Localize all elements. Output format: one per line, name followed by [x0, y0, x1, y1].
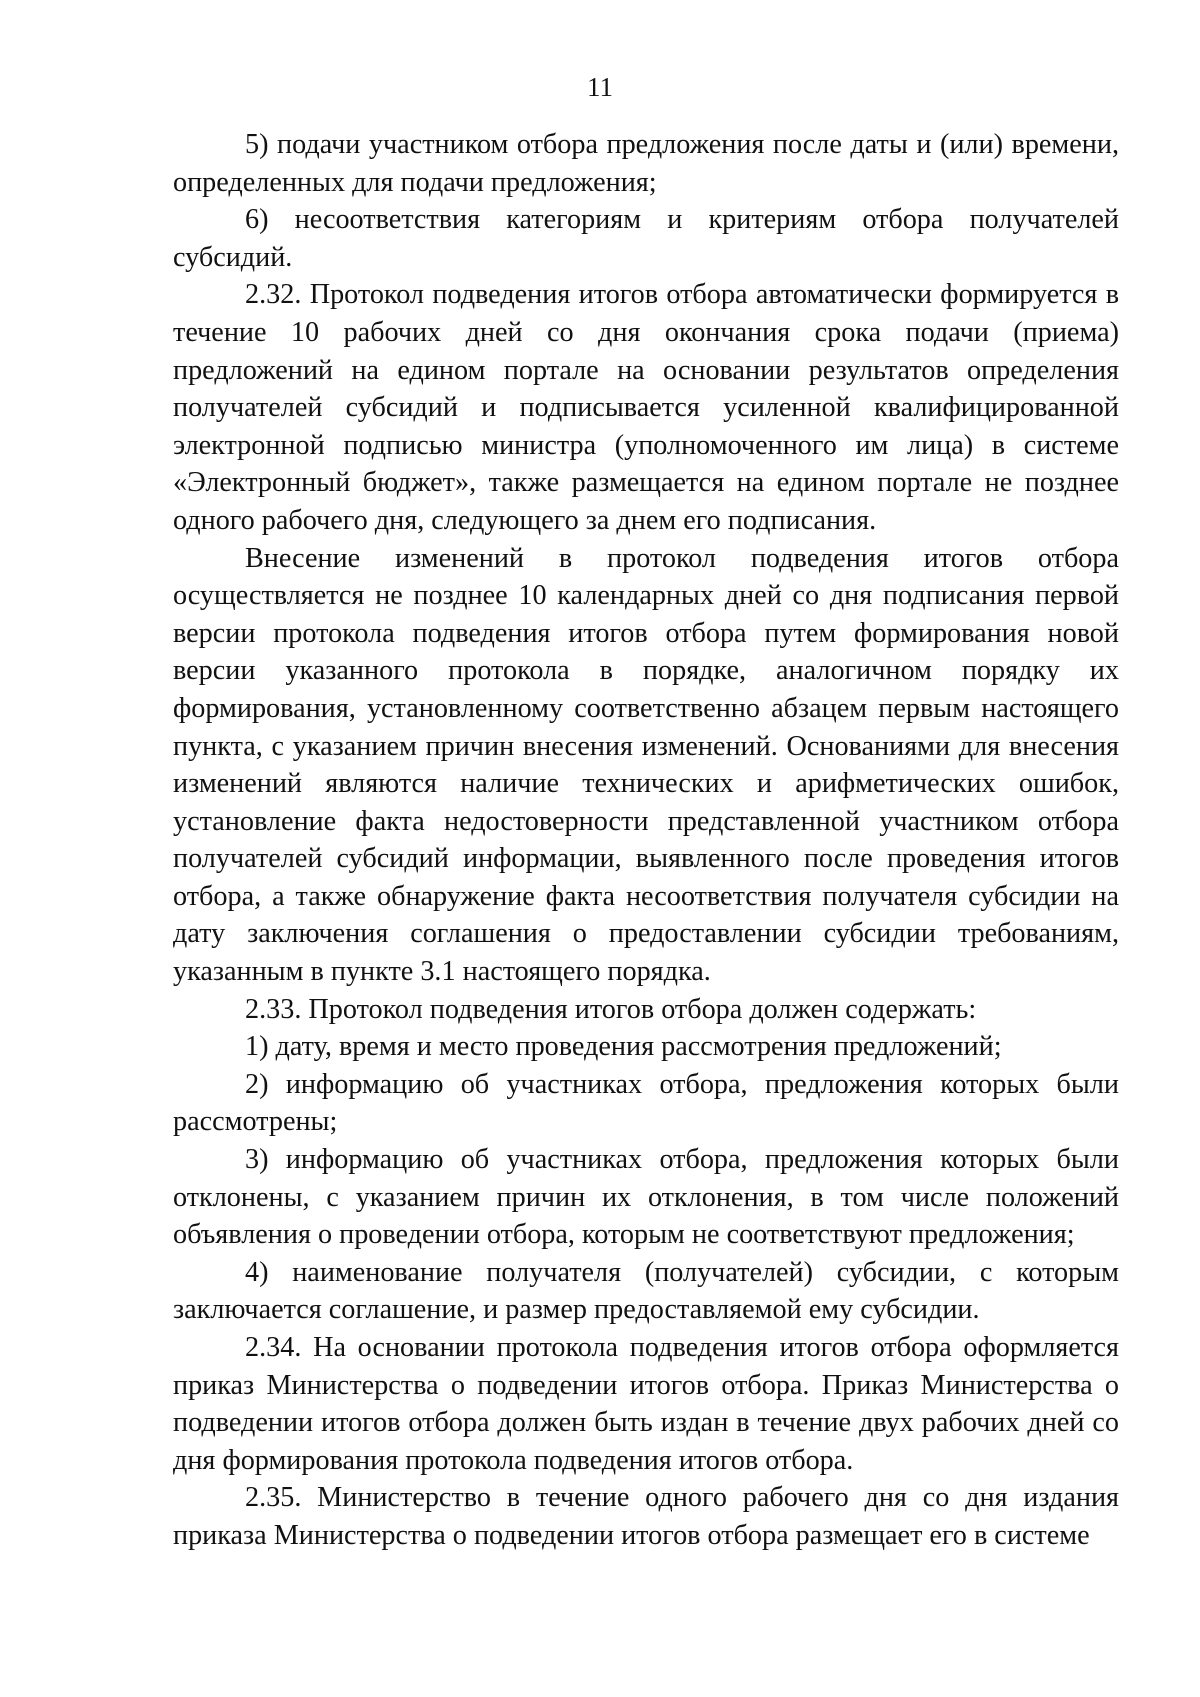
paragraph-2-32: 2.32. Протокол подведения итогов отбора автоматически формируется в течение 10 рабочих дней со дня окончания срока подачи (приема) предложений на едином портале на основании результатов определения получателей субсидий и подписывается усиленной квалифицированной электронной подписью министра (уполномоченного им лица) в системе «Электронный бюджет», также размещается на едином портале не позднее одного рабочего дня, следующего за днем его подписания. [173, 279, 1119, 536]
paragraph-2-33: 2.33. Протокол подведения итогов отбора должен содержать: [245, 993, 977, 1025]
page-number: 11 [587, 72, 613, 102]
paragraph-item-5: 5) подачи участником отбора предложения после даты и (или) времени, определенных для подачи предложения; [173, 129, 1119, 198]
paragraph-2-33-item-2: 2) информацию об участниках отбора, предложения которых были рассмотрены; [173, 1068, 1119, 1138]
paragraph-2-33-item-4: 4) наименование получателя (получателей) субсидии, с которым заключается соглашение, и размер предоставляемой ему субсидии. [173, 1256, 1119, 1326]
document-body [173, 126, 1119, 1555]
paragraph-2-35: 2.35. Министерство в течение одного рабочего дня со дня издания приказа Министерства о подведении итогов отбора размещает его в системе [173, 1482, 1119, 1551]
paragraph-2-33-item-1: 1) дату, время и место проведения рассмотрения предложений; [245, 1031, 1002, 1063]
paragraph-2-33-item-3: 3) информацию об участниках отбора, предложения которых были отклонены, с указанием причин их отклонения, в том числе положений объявления о проведении отбора, которым не соответствуют предложения; [173, 1144, 1119, 1251]
paragraph-2-34: 2.34. На основании протокола подведения итогов отбора оформляется приказ Министерства о подведении итогов отбора. Приказ Министерства о подведении итогов отбора должен быть издан в течение двух рабочих дней со дня формирования протокола подведения итогов отбора. [173, 1332, 1119, 1476]
paragraph-protocol-changes: Внесение изменений в протокол подведения итогов отбора осуществляется не позднее 10 календарных дней со дня подписания первой версии протокола подведения итогов отбора путем формирования новой версии указанного протокола в порядке, аналогичном порядку их формирования, установленному соответственно абзацем первым настоящего пункта, с указанием причин внесения изменений. Основаниями для внесения изменений являются наличие технических и арифметических ошибок, установление факта недостоверности представленной участником отбора получателей субсидий информации, выявленного после проведения итогов отбора, а также обнаружение факта несоответствия получателя субсидии на дату заключения соглашения о предоставлении субсидии требованиям, указанным в пункте 3.1 настоящего порядка. [173, 542, 1119, 988]
paragraph-item-6: 6) несоответствия категориям и критериям отбора получателей субсидий. [173, 204, 1119, 273]
